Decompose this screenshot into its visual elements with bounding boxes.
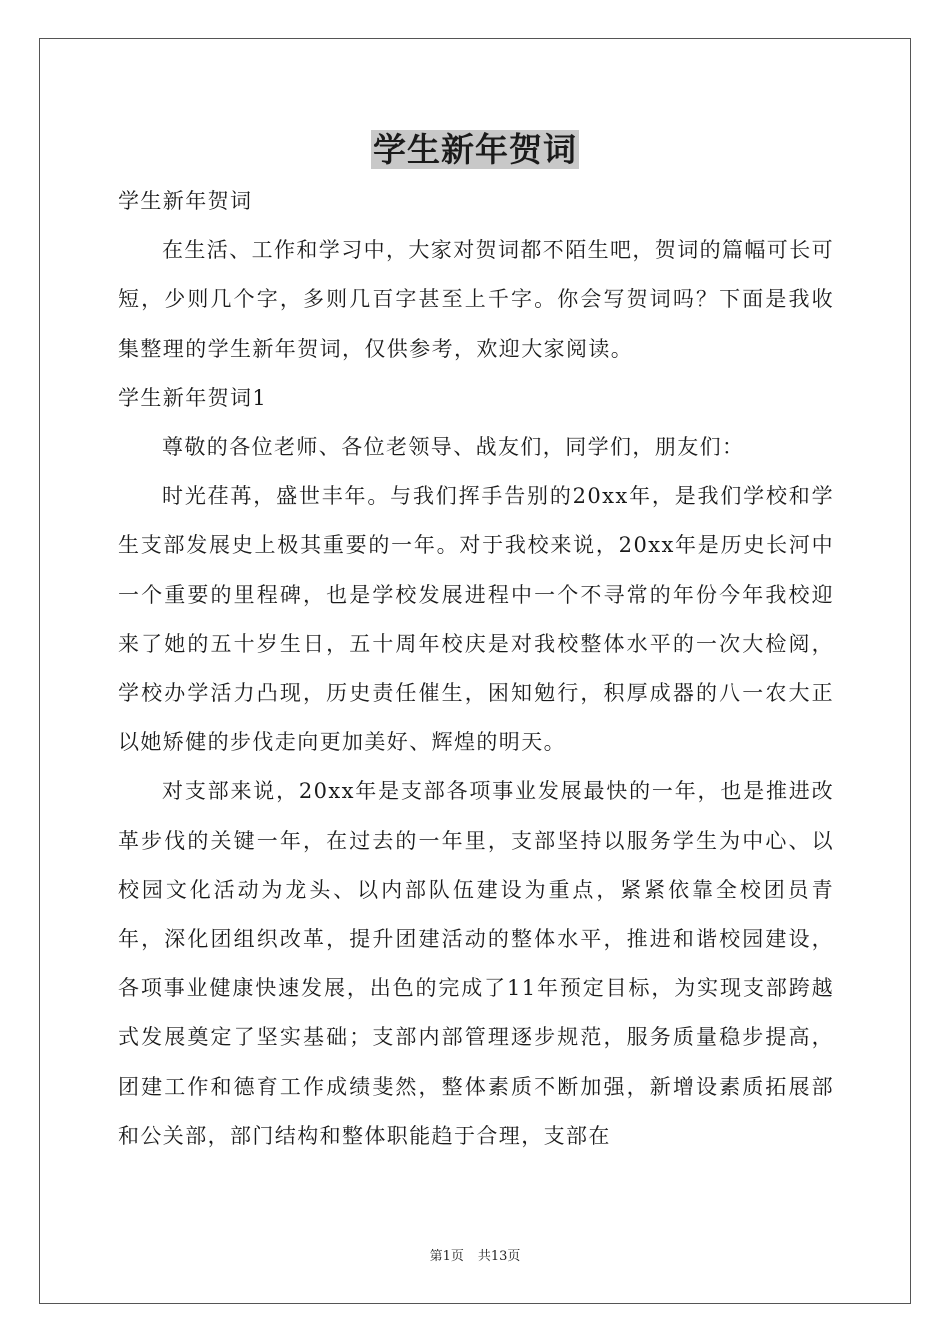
document-body — [118, 177, 834, 1161]
paragraph: 时光荏苒，盛世丰年。与我们挥手告别的20xx年，是我们学校和学生支部发展史上极其重要的一年。对于我校来说，20xx年是历史长河中一个重要的里程碑，也是学校发展进程中一个不寻常的年份今年我校迎来了她的五十岁生日，五十周年校庆是对我校整体水平的一次大检阅，学校办学活力凸现，历史责任催生，困知勉行，积厚成器的八一农大正以她矫健的步伐走向更加美好、辉煌的明天。 — [118, 484, 834, 755]
paragraph: 对支部来说，20xx年是支部各项事业发展最快的一年，也是推进改革步伐的关键一年，在过去的一年里，支部坚持以服务学生为中心、以校园文化活动为龙头、以内部队伍建设为重点，紧紧依靠全校团员青年，深化团组织改革，提升团建活动的整体水平，推进和谐校园建设，各项事业健康快速发展，出色的完成了11年预定目标，为实现支部跨越式发展奠定了坚实基础；支部内部管理逐步规范，服务质量稳步提高，团建工作和德育工作成绩斐然，整体素质不断加强，新增设素质拓展部和公关部，部门结构和整体职能趋于合理，支部在 — [118, 779, 834, 1148]
page-footer — [0, 1248, 950, 1266]
document-title — [0, 126, 950, 174]
document-title-text: 学生新年贺词 — [373, 130, 577, 169]
paragraph: 在生活、工作和学习中，大家对贺词都不陌生吧，贺词的篇幅可长可短，少则几个字，多则几百字甚至上千字。你会写贺词吗？下面是我收集整理的学生新年贺词，仅供参考，欢迎大家阅读。 — [118, 238, 834, 361]
paragraph: 学生新年贺词1 — [118, 385, 268, 410]
paragraph: 学生新年贺词 — [118, 189, 253, 213]
paragraph: 尊敬的各位老师、各位老领导、战友们，同学们，朋友们： — [162, 435, 745, 460]
page-total: 共13页 — [477, 1249, 521, 1264]
page-number: 第1页 — [429, 1249, 464, 1264]
